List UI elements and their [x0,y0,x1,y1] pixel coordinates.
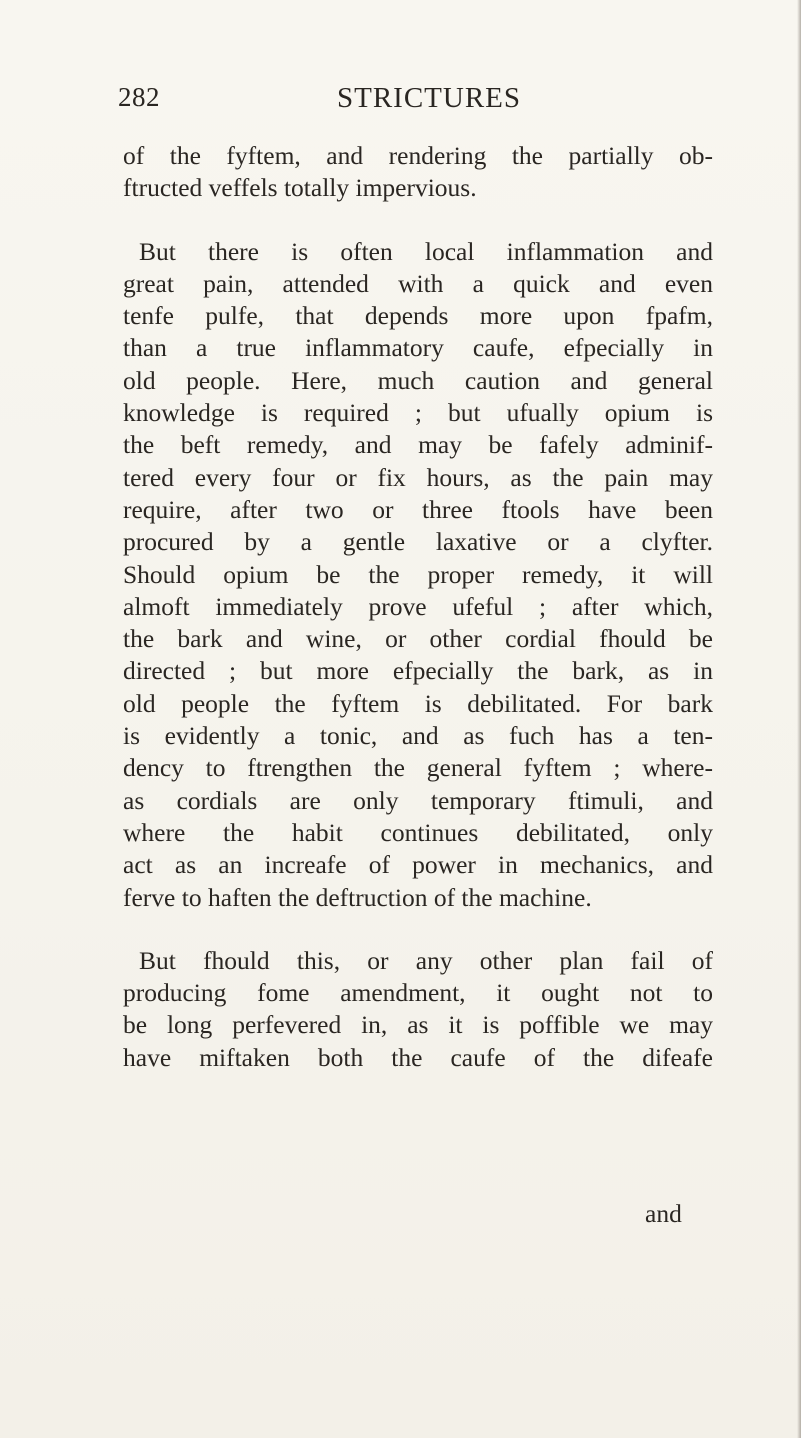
text-line: old people. Here, much caution and general [123,365,713,395]
text-line: dency to ftrengthen the general fyftem ; where- [123,753,713,783]
text-line: almoft immediately prove ufeful ; after which, [123,591,713,621]
text-line: of the fyftem, and rendering the partially ob- [123,141,713,170]
text-line: knowledge is required ; but ufually opium is [123,398,713,428]
running-head [118,82,678,122]
text-line: be long perfevered in, as it is poffible we may [123,1010,713,1040]
text-line: Should opium be the proper remedy, it will [123,559,713,589]
text-line: great pain, attended with a quick and even [123,268,713,298]
text-line: the beft remedy, and may be fafely adminif- [123,430,713,460]
text-line: is evidently a tonic, and as fuch has a ten- [123,721,713,751]
text-line: old people the fyftem is debilitated. For bark [123,688,713,718]
text-line: where the habit continues debilitated, only [123,817,713,847]
text-line: require, after two or three ftools have been [123,494,713,524]
paragraph [123,945,713,1074]
page-edge-shadow [797,0,801,1438]
text-line: producing fome amendment, it ought not to [123,978,713,1008]
paragraph [123,236,713,914]
text-line: as cordials are only temporary ftimuli, and [123,785,713,815]
text-line: have miftaken both the caufe of the difeafe [123,1042,713,1072]
paragraph [123,140,713,205]
text-line: procured by a gentle laxative or a clyfter. [123,527,713,557]
text-line: directed ; but more efpecially the bark, as in [123,656,713,686]
text-line: ftructed veffels totally impervious. [123,173,477,203]
body-text [123,140,713,1074]
text-line: tenfe pulfe, that depends more upon fpafm, [123,301,713,331]
running-title: STRICTURES [337,82,522,114]
page-number: 282 [118,82,160,112]
text-line: ferve to haften the deftruction of the machine. [123,882,592,912]
text-line: tered every four or fix hours, as the pain may [123,462,713,492]
text-line: But fhould this, or any other plan fail of [139,945,713,975]
text-line: act as an increafe of power in mechanics, and [123,850,713,880]
text-line: the bark and wine, or other cordial fhould be [123,624,713,654]
catchword: and [645,1199,682,1228]
text-line: than a true inflammatory caufe, efpecially in [123,333,713,363]
text-line: But there is often local inflammation and [139,236,713,266]
